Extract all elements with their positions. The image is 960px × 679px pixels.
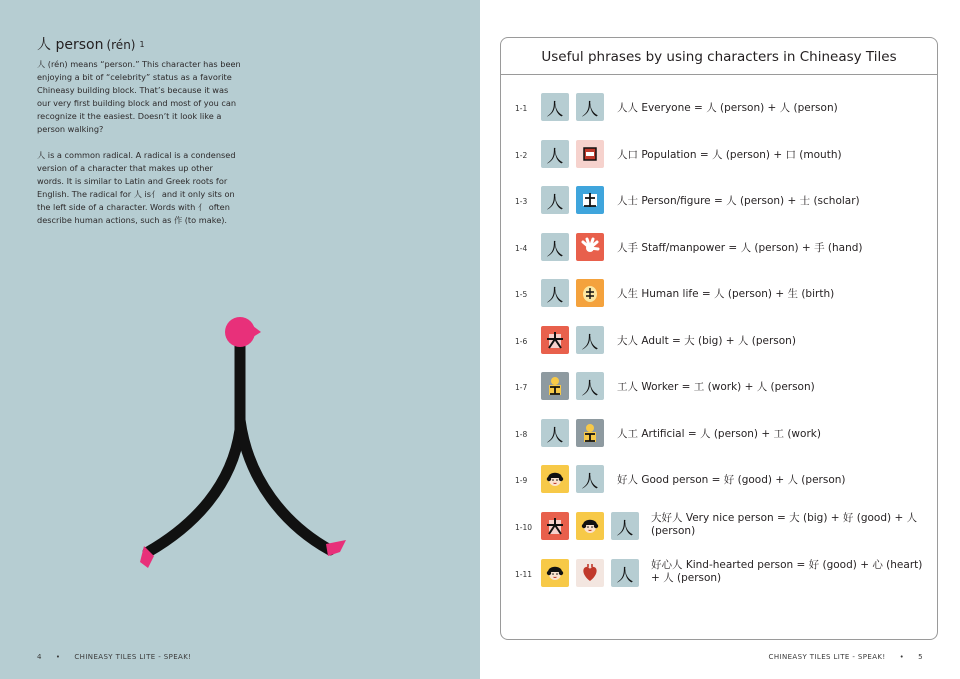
title-ref-number: 1 [139,40,145,49]
phrase-number: 1-11 [515,570,533,579]
phrase-row [501,512,939,544]
person-tile: 人 [541,93,569,121]
big-tile-icon [541,326,569,354]
phrase-text: 大人 Adult = 大 (big) + 人 (person) [617,335,796,347]
person-tile: 人 [541,419,569,447]
person-tile: 人 [541,140,569,168]
work-tile-icon [541,372,569,400]
title-pinyin: (rén) [106,38,136,52]
phrase-text: 人手 Staff/manpower = 人 (person) + 手 (hand) [617,242,863,254]
phrase-row [501,140,939,172]
phrase-text: 人口 Population = 人 (person) + 口 (mouth) [617,149,842,161]
phrase-number: 1-3 [515,197,528,206]
right-footer [769,653,923,661]
phrase-text: 好人 Good person = 好 (good) + 人 (person) [617,474,846,486]
phrase-row [501,372,939,404]
phrase-row [501,186,939,218]
person-tile: 人 [611,559,639,587]
left-footer-dot: • [55,653,61,661]
phrases-panel [500,37,938,640]
phrase-number: 1-1 [515,104,528,113]
left-footer-text: CHINEASY TILES LITE - SPEAK! [74,653,192,661]
title-character: 人 person [37,37,104,53]
phrase-text: 人工 Artificial = 人 (person) + 工 (work) [617,428,821,440]
phrase-row [501,326,939,358]
right-footer-text: CHINEASY TILES LITE - SPEAK! [768,653,886,661]
person-tile: 人 [541,233,569,261]
hand-tile-icon [576,233,604,261]
person-tile: 人 [576,93,604,121]
phrase-text: 大好人 Very nice person = 大 (big) + 好 (good) + 人 (person) [651,512,918,537]
panel-title: Useful phrases by using characters in Chineasy Tiles [501,38,937,75]
right-page-number: 5 [918,653,923,661]
work-tile-icon [576,419,604,447]
walking-person-illustration-icon [120,300,360,590]
phrase-text: 好心人 Kind-hearted person = 好 (good) + 心 (heart) + 人 (person) [651,559,923,584]
character-title [37,34,145,54]
phrase-text: 人士 Person/figure = 人 (person) + 士 (scholar) [617,195,860,207]
mouth-tile-icon [576,140,604,168]
phrase-number: 1-2 [515,151,528,160]
good-tile-icon [541,465,569,493]
phrase-row [501,93,939,125]
person-tile: 人 [576,326,604,354]
phrase-number: 1-9 [515,476,528,485]
person-tile: 人 [541,186,569,214]
intro-paragraph: 人 (rén) means “person.” This character has been enjoying a bit of “celebrity” status as a favorite Chineasy building block. That’s because it was our very first building block and most of you can recognize it the easiest. Doesn’t it look like a person walking? [37,59,241,134]
phrase-text: 人人 Everyone = 人 (person) + 人 (person) [617,102,838,114]
phrase-number: 1-10 [515,523,533,532]
phrase-row [501,233,939,265]
phrase-row [501,279,939,311]
phrase-text: 工人 Worker = 工 (work) + 人 (person) [617,381,815,393]
big-tile-icon [541,512,569,540]
phrase-number: 1-5 [515,290,528,299]
phrase-text: 人生 Human life = 人 (person) + 生 (birth) [617,288,835,300]
phrase-number: 1-7 [515,383,528,392]
person-tile: 人 [611,512,639,540]
person-tile: 人 [576,465,604,493]
phrase-row [501,559,939,591]
person-tile: 人 [576,372,604,400]
phrase-number: 1-8 [515,430,528,439]
left-footer [37,653,191,661]
good-tile-icon [541,559,569,587]
good-tile-icon [576,512,604,540]
phrase-row [501,465,939,497]
left-page-number: 4 [37,653,42,661]
radical-paragraph: 人 is a common radical. A radical is a condensed version of a character that makes up other words. It is similar to Latin and Greek roots for English. The radical for 人 is亻 and it only sits on the left side of a character. Words with 亻 often describe human actions, such as 作 (to make). [37,150,236,225]
birth-egg-tile-icon [576,279,604,307]
right-page [480,0,960,679]
person-tile: 人 [541,279,569,307]
right-footer-dot: • [899,653,905,661]
phrase-number: 1-6 [515,337,528,346]
heart-tile-icon [576,559,604,587]
phrase-row [501,419,939,451]
phrase-number: 1-4 [515,244,528,253]
scholar-tile-icon [576,186,604,214]
